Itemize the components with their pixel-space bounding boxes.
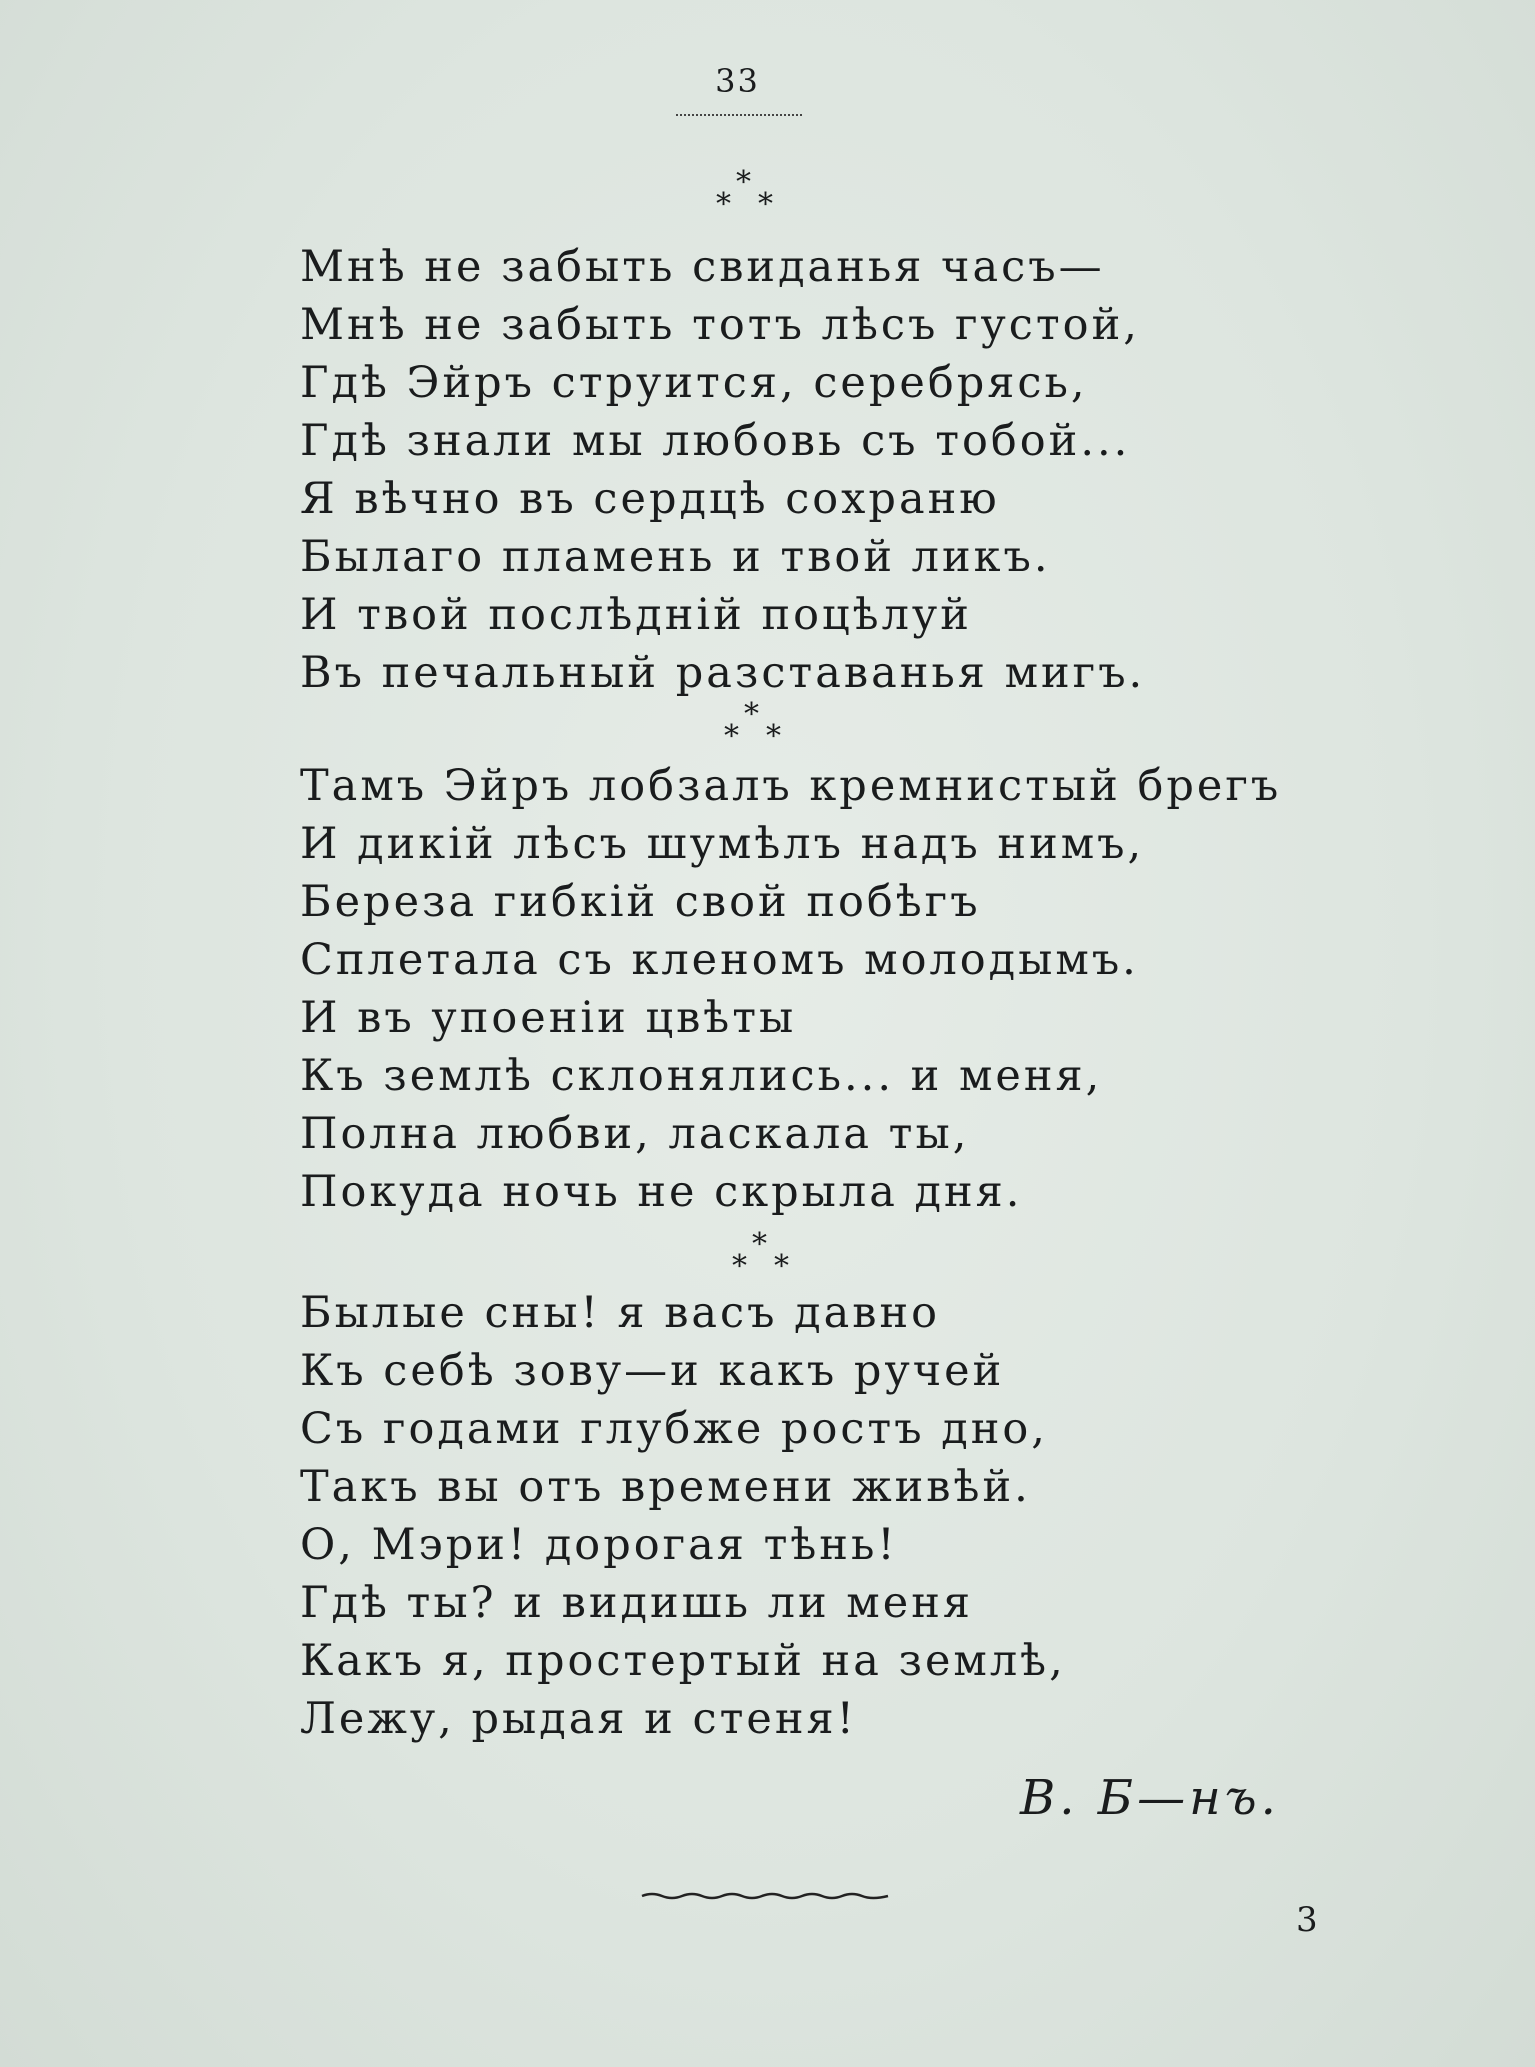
footer-wavy-rule xyxy=(640,1892,890,1900)
poem-stanza xyxy=(300,238,1145,702)
poem-stanza xyxy=(300,1284,1066,1748)
author-signature: В. Б—нъ. xyxy=(1020,1770,1280,1826)
poem-line: Такъ вы отъ времени живѣй. xyxy=(300,1462,1031,1512)
poem-line: Къ землѣ склонялись... и меня, xyxy=(300,1051,1103,1101)
poem-line: Былые сны! я васъ давно xyxy=(300,1288,941,1338)
asterism-star: * xyxy=(744,697,759,732)
asterism-star: * xyxy=(752,1227,767,1262)
signature-mark-number: 3 xyxy=(1296,1900,1318,1940)
poem-line: Мнѣ не забыть свиданья часъ— xyxy=(300,242,1105,292)
asterism-divider xyxy=(690,165,810,228)
poem-line: Лежу, рыдая и стеня! xyxy=(300,1694,857,1744)
poem-line: Къ себѣ зову—и какъ ручей xyxy=(300,1346,1005,1396)
header-dotted-rule xyxy=(676,114,802,116)
poem-line: Тамъ Эйръ лобзалъ кремнистый брегъ xyxy=(300,761,1282,811)
asterism-divider xyxy=(698,697,818,760)
poem-line: Покуда ночь не скрыла дня. xyxy=(300,1167,1023,1217)
asterism-star: * xyxy=(724,719,739,754)
poem-line: Полна любви, ласкала ты, xyxy=(300,1109,970,1159)
page-number: 33 xyxy=(715,62,760,100)
asterism-divider xyxy=(706,1227,826,1290)
asterism-star: * xyxy=(758,187,773,222)
poem-line: Былаго пламень и твой ликъ. xyxy=(300,532,1051,582)
poem-line: Береза гибкій свой побѣгъ xyxy=(300,877,981,927)
poem-line: Гдѣ ты? и видишь ли меня xyxy=(300,1578,973,1628)
poem-line: И въ упоеніи цвѣты xyxy=(300,993,797,1043)
poem-stanza xyxy=(300,757,1281,1221)
poem-line: Съ годами глубже ростъ дно, xyxy=(300,1404,1048,1454)
poem-line: Сплетала съ кленомъ молодымъ. xyxy=(300,935,1139,985)
poem-line: Въ печальный разставанья мигъ. xyxy=(300,648,1146,698)
asterism-star: * xyxy=(766,719,781,754)
asterism-star: * xyxy=(736,165,751,200)
poem-line: И дикій лѣсъ шумѣлъ надъ нимъ, xyxy=(300,819,1145,869)
poem-line: Какъ я, простертый на землѣ, xyxy=(300,1636,1066,1686)
poem-line: О, Мэри! дорогая тѣнь! xyxy=(300,1520,898,1570)
asterism-star: * xyxy=(716,187,731,222)
poem-line: Я вѣчно въ сердцѣ сохраню xyxy=(300,474,1000,524)
poem-line: Мнѣ не забыть тотъ лѣсъ густой, xyxy=(300,300,1140,350)
poem-line: Гдѣ Эйръ струится, серебрясь, xyxy=(300,358,1088,408)
asterism-star: * xyxy=(732,1249,747,1284)
poem-line: И твой послѣдній поцѣлуй xyxy=(300,590,972,640)
poem-line: Гдѣ знали мы любовь съ тобой... xyxy=(300,416,1131,466)
asterism-star: * xyxy=(774,1249,789,1284)
